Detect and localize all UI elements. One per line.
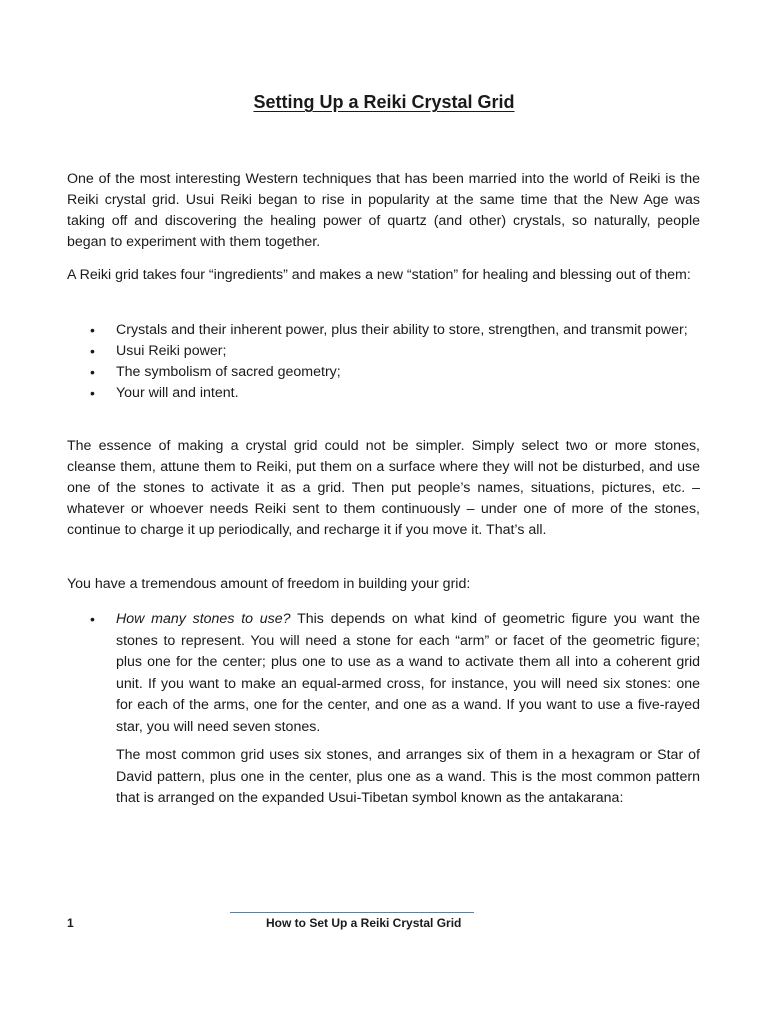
freedom-intro-paragraph: You have a tremendous amount of freedom in building your grid: — [67, 576, 471, 592]
bullet-icon: • — [90, 322, 95, 338]
page-number: 1 — [67, 916, 74, 930]
list-item — [67, 383, 700, 404]
list-item — [67, 609, 700, 738]
list-item-lead: How many stones to use? — [116, 611, 291, 627]
footer-divider — [230, 912, 474, 913]
ingredients-list — [67, 320, 700, 404]
common-grid-paragraph: The most common grid uses six stones, and arranges six of them in a hexagram or Star of David pattern, plus one in the center, plus one as a wand. This is the most common pattern that is arranged on the expanded Usui-Tibetan symbol known as the antakarana: — [116, 747, 700, 806]
page-title: Setting Up a Reiki Crystal Grid — [253, 92, 515, 112]
list-item-text: Usui Reiki power; — [116, 343, 227, 359]
list-item-text: This depends on what kind of geometric figure you want the stones to represent. You will need a stone for each “arm” or facet of the geometric figure; plus one for the center; plus one to use as a wand to activate them all into a coherent grid unit. If you want to make an equal-armed cross, for instance, you will need six stones: one for each of the arms, one for the center, and one as a wand. If you want to use a five-rayed star, you will need seven stones. — [116, 611, 700, 735]
bullet-icon: • — [90, 385, 95, 401]
list-item — [67, 341, 700, 362]
bullet-icon: • — [90, 343, 95, 359]
bullet-icon: • — [90, 611, 95, 627]
bullet-icon: • — [90, 364, 95, 380]
essence-paragraph: The essence of making a crystal grid could not be simpler. Simply select two or more stones, cleanse them, attune them to Reiki, put them on a surface where they will not be disturbed, and use one of the stones to activate it as a grid. Then put people’s names, situations, pictures, etc. – whatever or whoever needs Reiki sent to them continuously – under one of more of the stones, continue to charge it up periodically, and recharge it if you move it. That’s all. — [67, 438, 700, 538]
intro-paragraph: One of the most interesting Western techniques that has been married into the world of Reiki is the Reiki crystal grid. Usui Reiki began to rise in popularity at the same time that the New Age was taking off and discovering the healing power of quartz (and other) crystals, so naturally, people began to experiment with them together. — [67, 171, 700, 250]
ingredients-intro-paragraph: A Reiki grid takes four “ingredients” and makes a new “station” for healing and blessing out of them: — [67, 267, 691, 283]
list-item — [67, 320, 700, 341]
footer-title: How to Set Up a Reiki Crystal Grid — [266, 916, 462, 930]
freedom-list — [67, 609, 700, 738]
list-item-text: Your will and intent. — [116, 385, 239, 401]
list-item — [67, 362, 700, 383]
list-item-text: Crystals and their inherent power, plus their ability to store, strengthen, and transmit power; — [116, 322, 688, 338]
list-item-text: The symbolism of sacred geometry; — [116, 364, 341, 380]
